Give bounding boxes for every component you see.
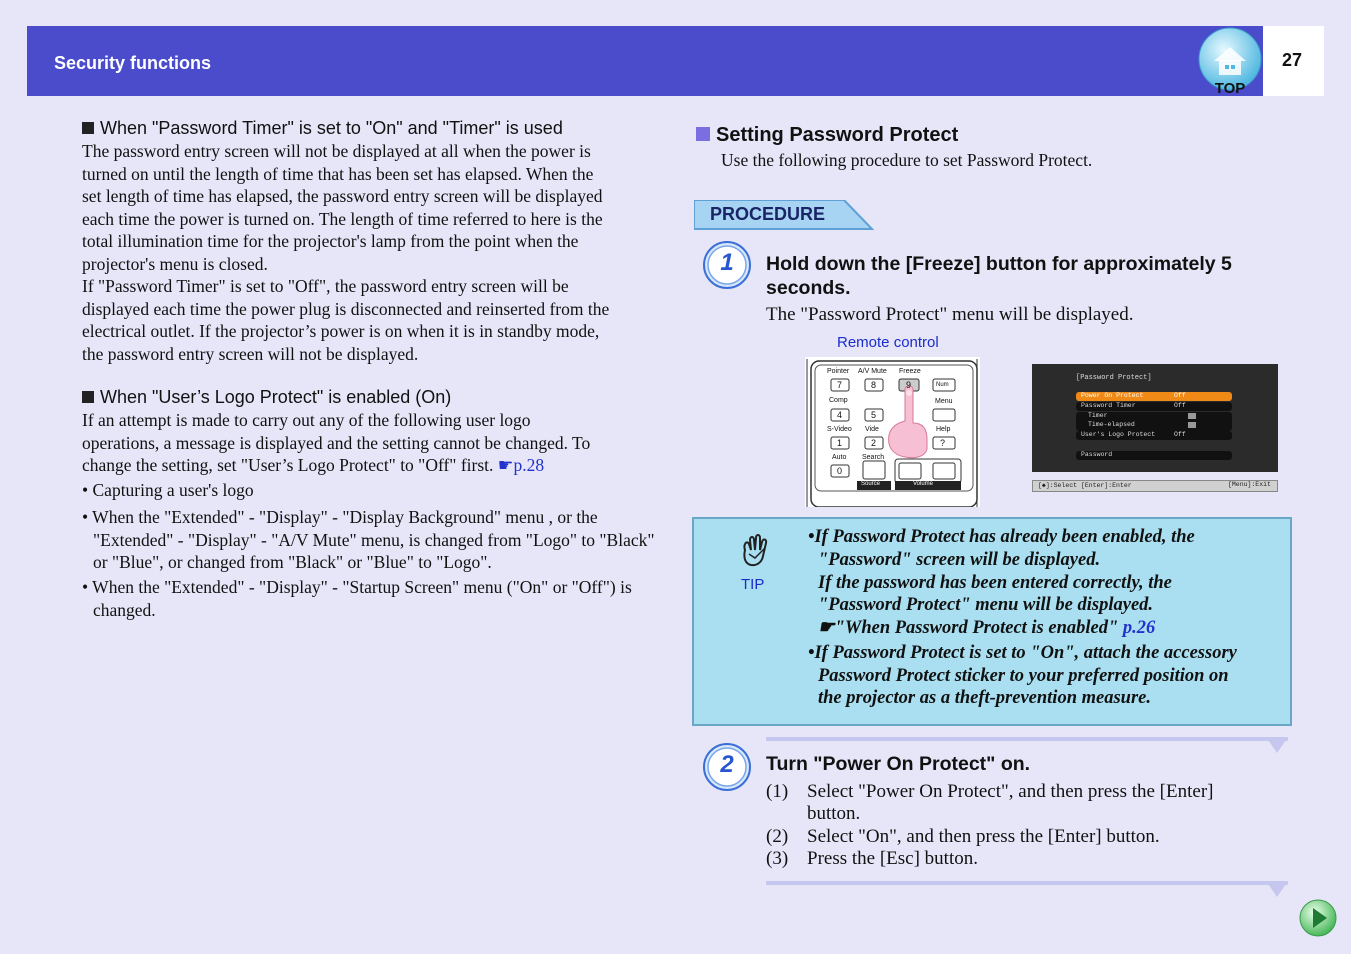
pointing-hand-icon: ☛ [818,618,835,638]
menu-row-value: Off [1174,392,1186,399]
remote-label-volume: Volume [913,481,934,487]
menu-row-label: User's Logo Protect [1081,431,1156,438]
subheading-password-timer [82,118,563,139]
step-1-marker [702,240,752,290]
tip-label: TIP [741,576,765,593]
step-divider [766,881,1288,899]
subheading-logo-protect [82,387,451,408]
sub-step-number: (3) [766,848,789,869]
remote-control-label: Remote control [837,334,939,351]
remote-key: 1 [837,438,843,448]
pointing-hand-icon: ☛ [497,455,514,475]
remote-key: 2 [871,438,877,448]
menu-footer-right: [Menu]:Exit [1228,481,1271,488]
divider-shape [766,881,1288,899]
text-line: set length of time has elapsed, the password entry screen will be displayed [82,186,603,206]
sub-step-number: (2) [766,826,789,847]
remote-control-image [805,357,980,507]
top-button-label: TOP [1214,80,1246,97]
sub-step-text: Select "On", and then press the [Enter] button. [807,826,1160,847]
square-bullet-icon [82,391,94,403]
subheading-text: When "User’s Logo Protect" is enabled (On) [100,387,452,407]
remote-key: 7 [837,380,843,390]
sub-step [766,826,1160,849]
tip-line: "Password" screen will be displayed. [818,550,1101,570]
remote-key: 8 [871,380,877,390]
menu-row-value: Off [1174,431,1186,438]
remote-label-video: Vide [865,426,879,433]
list-item: • Capturing a user's logo [82,480,254,500]
menu-timer-indicator [1188,422,1196,428]
sub-step-continued: button. [807,803,861,824]
menu-timer-indicator [1188,413,1196,419]
text-line: The password entry screen will not be displayed at all when the power is [82,141,591,161]
section-heading-text: Setting Password Protect [716,124,959,146]
menu-row-value: Off [1174,402,1186,409]
header-bar [27,26,1263,96]
procedure-label: PROCEDURE [710,204,826,224]
text-line: operations, a message is displayed and the setting cannot be changed. To [82,432,591,453]
remote-key: 5 [871,410,877,420]
remote-key: 9 [906,380,912,390]
remote-label-help: Help [936,426,951,433]
section-title: Security functions [54,53,212,73]
text-line: each time the power is turned on. The length of time referred to here is the [82,208,603,229]
menu-row-label: Time-elapsed [1088,421,1135,428]
remote-key: 4 [837,410,843,420]
square-bullet-icon [82,122,94,134]
menu-row-label: Timer [1088,412,1108,419]
subheading-text: When "Password Timer" is set to "On" and "Timer" is used [100,118,563,138]
page-number: 27 [1281,50,1303,70]
section-description: Use the following procedure to set Password Protect. [721,150,1093,170]
tip-badge [735,532,775,592]
text-span: change the setting, set "User’s Logo Protect" to "Off" first. [82,455,494,475]
remote-label-auto: Auto [832,454,847,461]
text-line: If an attempt is made to carry out any of the following user logo [82,410,531,430]
page-number-box [1263,26,1324,96]
menu-row-label: Password [1081,451,1113,458]
text-line [82,454,657,477]
text-line: displayed each time the power plug is disconnected and reinserted from the [82,298,610,319]
remote-label-comp: Comp [829,397,848,404]
remote-label-source: Source [861,481,881,487]
text-line: total illumination time for the projector's lamp from the point when the [82,231,579,251]
tip-line: "Password Protect" menu will be displayed. [818,595,1154,615]
step-2-heading: Turn "Power On Protect" on. [766,753,1031,775]
sub-step-text: Select "Power On Protect", and then press the [Enter] [807,781,1214,802]
next-page-button[interactable] [1298,898,1338,938]
remote-key: 0 [837,466,843,476]
tip-line: •If Password Protect is set to "On", attach the accessory [808,643,1237,663]
remote-label-pointer: Pointer [827,368,850,375]
remote-label-menu: Menu [935,398,953,405]
text-line: projector's menu is closed. [82,253,268,274]
remote-label-svideo: S-Video [827,426,852,433]
step-1-result: The "Password Protect" menu will be displayed. [766,304,1134,325]
step-number: 1 [720,249,734,276]
sub-step-text: Press the [Esc] button. [807,848,978,869]
remote-label-freeze: Freeze [899,368,921,375]
text-line: If "Password Timer" is set to "Off", the password entry screen will be [82,276,569,296]
remote-key: Num [936,382,949,388]
heading-line: Hold down the [Freeze] button for approximately 5 [766,253,1232,275]
step-number: 2 [720,751,734,778]
section-heading [696,124,958,147]
text-line: turned on until the length of time that has been set has elapsed. When the [82,163,594,184]
step-1-heading [766,252,1232,300]
next-arrow-icon [1298,898,1338,938]
procedure-tag [694,200,874,230]
tip-line: the projector as a theft-prevention measure. [818,688,1151,708]
tip-reference-text: "When Password Protect is enabled" [834,618,1119,638]
list-item: • When the "Extended" - "Display" - "Startup Screen" menu ("On" or "Off") is changed. [82,577,632,620]
tip-line: •If Password Protect has already been enabled, the [808,527,1195,547]
menu-row-label: Power On Protect [1081,392,1144,399]
remote-label-avmute: A/V Mute [858,368,887,375]
list-item: • When the "Extended" - "Display" - "Display Background" menu , or the "Extended" - "Display" - "A/V Mute" menu, is changed from "Logo" to "Black" or "Blue", or changed from "Black" or "Blue" to "Logo". [82,507,655,572]
tip-reference [818,617,1155,640]
hand-icon [735,532,775,572]
password-protect-menu-image [1032,364,1278,492]
menu-title: [Password Protect] [1076,374,1152,382]
remote-label-search: Search [862,454,885,461]
paragraph-logo-protect [82,409,657,477]
menu-row-label: Password Timer [1081,402,1136,409]
menu-footer-left: [◆]:Select [Enter]:Enter [1038,482,1132,489]
step-2-marker [702,742,752,792]
text-line: the password entry screen will not be displayed. [82,343,419,364]
text-line: electrical outlet. If the projector’s power is on when it is in standby mode, [82,321,600,341]
tip-line: Password Protect sticker to your preferred position on [818,666,1229,686]
tip-line: If the password has been entered correctly, the [818,573,1172,593]
top-button[interactable] [1196,27,1264,99]
sub-step [766,781,1213,804]
link-p28[interactable]: p.28 [513,455,545,475]
paragraph-timer-on [82,140,657,365]
square-bullet-icon [696,127,710,141]
remote-key: ? [940,438,946,448]
heading-line: seconds. [766,277,851,299]
sub-step [766,848,978,871]
sub-step-number: (1) [766,781,789,802]
link-p26[interactable]: p.26 [1122,618,1156,638]
